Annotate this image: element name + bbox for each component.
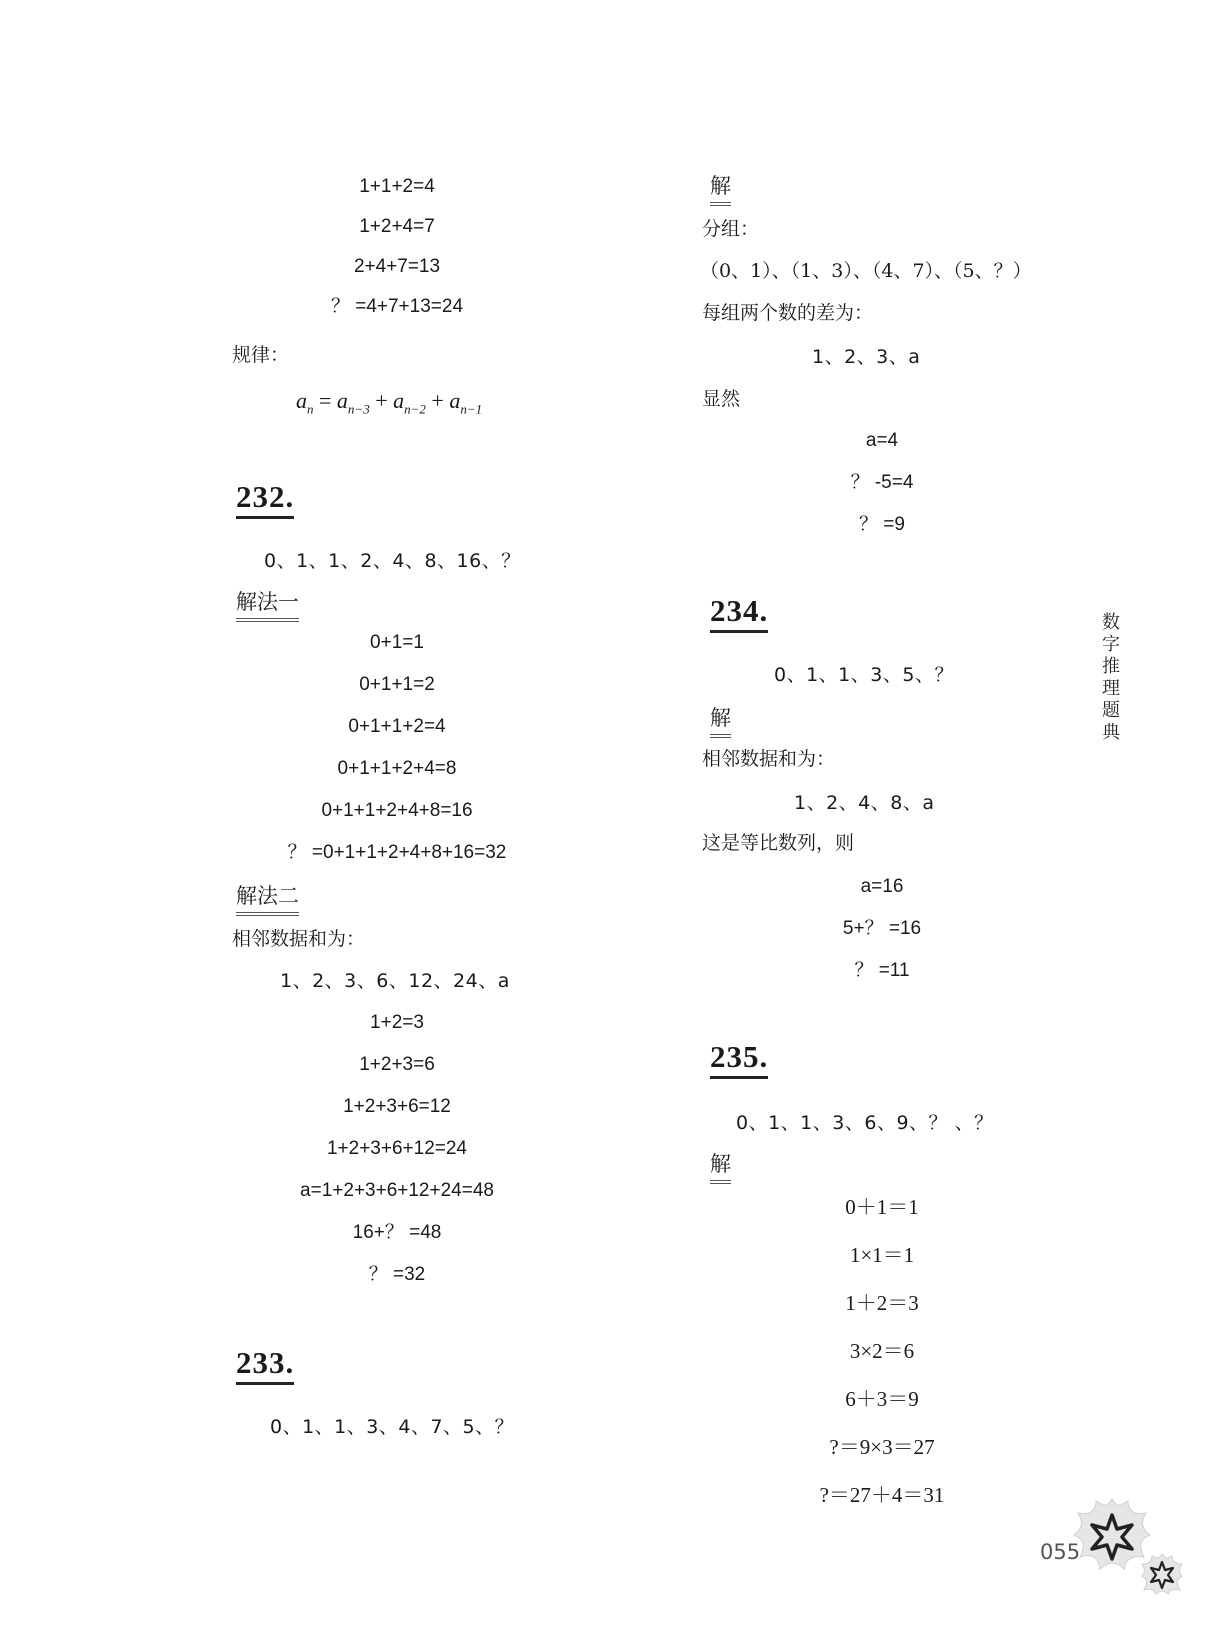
book-title-char: 题 bbox=[1102, 700, 1120, 721]
equation-line: 0+1+1+2+4=8 bbox=[337, 758, 457, 779]
adjacent-sum-label: 相邻数据和为： bbox=[702, 748, 836, 770]
book-title-char: 数 bbox=[1102, 612, 1120, 633]
difference-sequence: 1、2、3、a bbox=[812, 346, 921, 368]
problem-sequence: 0、1、1、3、5、？ bbox=[774, 664, 954, 686]
book-title-vertical bbox=[1098, 612, 1124, 744]
problem-number-232: 232. bbox=[236, 480, 294, 519]
equation-line: 1+1+2=4 bbox=[359, 176, 435, 197]
book-title-char: 推 bbox=[1102, 656, 1120, 677]
problem-sequence: 0、1、1、2、4、8、16、？ bbox=[264, 550, 521, 572]
solution-label: 解 bbox=[710, 172, 731, 206]
groups-line: （0、1）、（1、3）、（4、7）、（5、？） bbox=[700, 260, 1032, 282]
equation-line: ?＝9×3＝27 bbox=[829, 1435, 935, 1459]
obvious-label: 显然 bbox=[702, 388, 741, 410]
equation-line: a=4 bbox=[865, 430, 899, 451]
adjacent-sum-label: 相邻数据和为： bbox=[232, 928, 366, 950]
problem-number-235: 235. bbox=[710, 1040, 768, 1079]
equation-line: ？ =4+7+13=24 bbox=[330, 296, 464, 317]
equation-line: 2+4+7=13 bbox=[353, 256, 441, 277]
equation-line: 1+2+4=7 bbox=[359, 216, 435, 237]
method-1-label: 解法一 bbox=[236, 588, 299, 622]
page-number: 055 bbox=[1040, 1540, 1081, 1564]
problem-sequence: 0、1、1、3、4、7、5、？ bbox=[270, 1416, 515, 1438]
book-title-char: 字 bbox=[1102, 634, 1120, 655]
equation-line: 0+1+1=2 bbox=[359, 674, 435, 695]
equation-line: ？ =9 bbox=[859, 514, 905, 535]
equation-line: ？ =0+1+1+2+4+8+16=32 bbox=[287, 842, 507, 863]
book-title-char: 典 bbox=[1102, 722, 1120, 743]
equation-line: 16+？ =48 bbox=[352, 1222, 442, 1243]
equation-line: 0+1=1 bbox=[370, 632, 424, 653]
equation-line: a=1+2+3+6+12+24=48 bbox=[300, 1180, 494, 1201]
difference-label: 每组两个数的差为： bbox=[702, 302, 874, 324]
equation-line: 0＋1＝1 bbox=[845, 1195, 919, 1219]
equation-line: 0+1+1+2=4 bbox=[348, 716, 446, 737]
problem-number-234: 234. bbox=[710, 594, 768, 633]
equation-line: 6＋3＝9 bbox=[845, 1387, 919, 1411]
solution-label: 解 bbox=[710, 1150, 731, 1184]
geometric-label: 这是等比数列，则 bbox=[702, 832, 855, 854]
equation-line: ？ -5=4 bbox=[850, 472, 914, 493]
problem-sequence: 0、1、1、3、6、9、？ 、？ bbox=[736, 1112, 994, 1134]
solution-label: 解 bbox=[710, 704, 731, 738]
equation-line: 1+2+3=6 bbox=[359, 1054, 435, 1075]
equation-line: 3×2＝6 bbox=[849, 1339, 915, 1363]
group-label: 分组： bbox=[702, 218, 760, 240]
equation-line: a=16 bbox=[860, 876, 904, 897]
equation-line: ？ =11 bbox=[854, 960, 910, 981]
sum-sequence: 1、2、3、6、12、24、a bbox=[280, 970, 510, 992]
equation-line: 1+2+3+6+12=24 bbox=[326, 1138, 467, 1159]
equation-line: ？ =32 bbox=[368, 1264, 426, 1285]
rule-label: 规律： bbox=[232, 344, 290, 366]
equation-line: 1＋2＝3 bbox=[845, 1291, 919, 1315]
decorative-star-small-icon bbox=[1140, 1552, 1184, 1596]
recurrence-formula: $a_n = a_{n-3} + a_{n-2} + a_{n-1}$ bbox=[296, 388, 483, 417]
equation-line: 1×1＝1 bbox=[849, 1243, 915, 1267]
equation-line: 1+2+3+6=12 bbox=[343, 1096, 451, 1117]
equation-line: ?＝27＋4＝31 bbox=[819, 1483, 945, 1507]
sum-sequence: 1、2、4、8、a bbox=[794, 792, 935, 814]
method-2-label: 解法二 bbox=[236, 882, 299, 916]
equation-line: 1+2=3 bbox=[370, 1012, 424, 1033]
equation-line: 5+？ =16 bbox=[842, 918, 922, 939]
equation-line: 0+1+1+2+4+8=16 bbox=[321, 800, 473, 821]
problem-number-233: 233. bbox=[236, 1346, 294, 1385]
book-title-char: 理 bbox=[1102, 678, 1120, 699]
